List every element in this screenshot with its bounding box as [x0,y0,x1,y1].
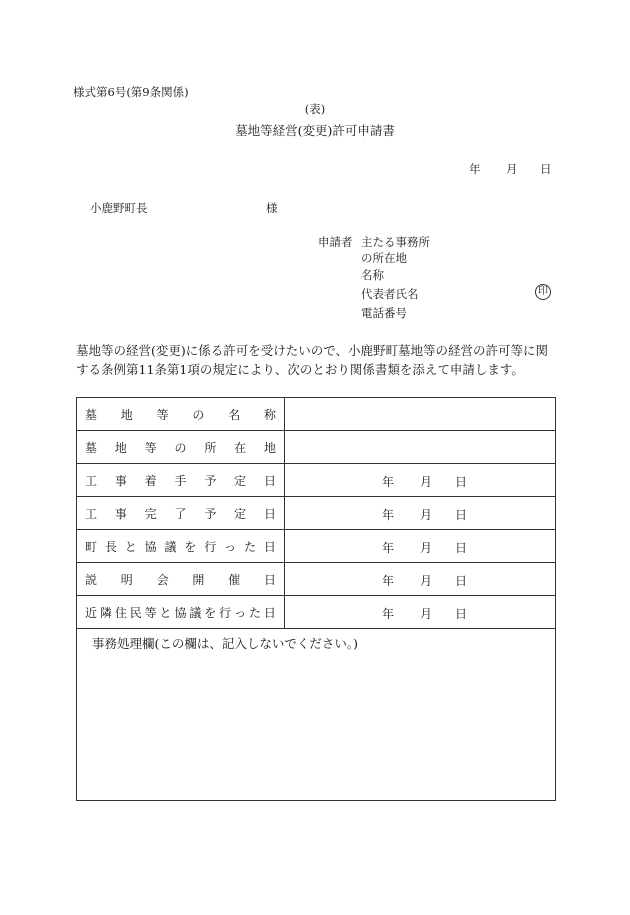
row-label-cell [77,497,285,530]
front-mark: (表) [304,102,326,116]
row-label-cell [77,464,285,497]
date-year: 年 [469,162,481,176]
office-use-box [76,628,556,801]
table-row [77,464,556,497]
row-label-cell [77,530,285,563]
row-label: 工 事 着 手 予 定 日 [85,473,276,488]
row-label-cell [77,563,285,596]
row-label-cell [77,596,285,629]
row-day-label: 日 [455,475,468,489]
applicant-representative-label: 代表者氏名 [361,287,419,301]
date-value-field[interactable] [285,497,556,530]
row-month-label: 月 [420,607,433,621]
form-number: 様式第6号(第9条関係) [73,85,189,99]
applicant-office-label-line2: の所在地 [361,251,407,265]
row-label: 説 明 会 開 催 日 [85,572,276,587]
row-label: 墓 地 等 の 名 称 [85,407,276,422]
row-year-label: 年 [382,541,395,555]
applicant-name-label: 名称 [361,268,384,282]
table-row [77,596,556,629]
row-day-label: 日 [455,574,468,588]
row-label: 墓 地 等 の 所 在 地 [85,440,276,455]
row-month-label: 月 [420,574,433,588]
table-row [77,497,556,530]
date-value-field[interactable] [285,563,556,596]
document-title: 墓地等経営(変更)許可申請書 [235,123,395,138]
date-value-field[interactable] [285,464,556,497]
row-year-label: 年 [382,508,395,522]
application-table [76,397,556,629]
row-year-label: 年 [382,574,395,588]
applicant-label: 申請者 [318,235,353,249]
row-month-label: 月 [420,541,433,555]
seal-mark-icon: 印 [535,284,551,300]
date-value-field[interactable] [285,530,556,563]
table-row [77,398,556,431]
row-month-label: 月 [420,508,433,522]
row-month-label: 月 [420,475,433,489]
table-row [77,563,556,596]
office-use-label: 事務処理欄(この欄は、記入しないでください。) [92,636,359,651]
applicant-office-label: 主たる事務所 [361,235,430,249]
body-text: 墓地等の経営(変更)に係る許可を受けたいので、小鹿野町墓地等の経営の許可等に関する条例第11条第1項の規定により、次のとおり関係書類を添えて申請します。 [76,343,549,377]
row-year-label: 年 [382,607,395,621]
text-value-field[interactable] [285,398,556,431]
table-row [77,431,556,464]
row-year-label: 年 [382,475,395,489]
applicant-tel-label: 電話番号 [361,306,407,320]
row-day-label: 日 [455,541,468,555]
row-day-label: 日 [455,607,468,621]
addressee-honorific: 様 [266,201,278,215]
date-value-field[interactable] [285,596,556,629]
row-label-cell [77,398,285,431]
row-day-label: 日 [455,508,468,522]
row-label: 近 隣 住 民 等 と 協 議 を 行 っ た 日 [85,605,276,620]
addressee-name: 小鹿野町長 [90,201,148,215]
row-label: 町 長 と 協 議 を 行 っ た 日 [85,539,276,554]
table-row [77,530,556,563]
text-value-field[interactable] [285,431,556,464]
row-label: 工 事 完 了 予 定 日 [85,506,276,521]
date-month: 月 [506,162,518,176]
date-day: 日 [540,162,552,176]
row-label-cell [77,431,285,464]
